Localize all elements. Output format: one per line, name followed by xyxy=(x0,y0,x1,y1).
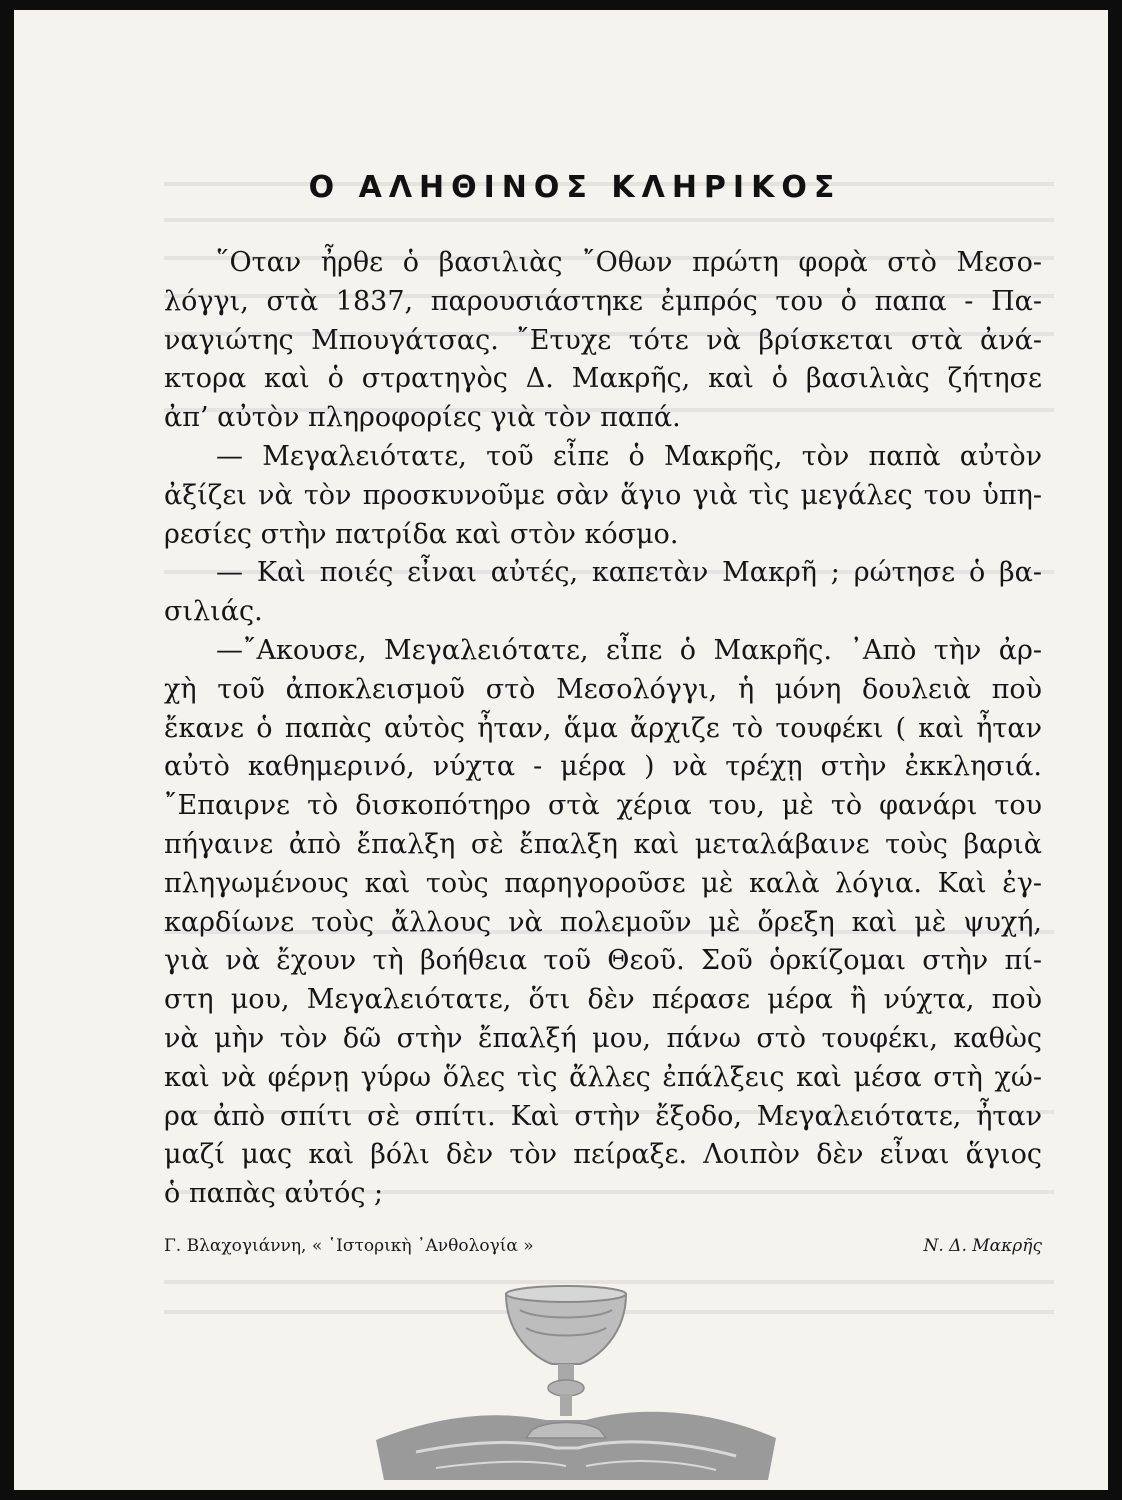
page-title: Ο ΑΛΗΘΙΝΟΣ ΚΛΗΡΙΚΟΣ xyxy=(308,170,842,205)
text-line: χὴ τοῦ ἀποκλεισμοῦ στὸ Μεσολόγγι, ἡ μόνη δουλειὰ ποὺ xyxy=(164,673,1042,705)
main-text xyxy=(164,244,1042,1214)
text-line: γιὰ νὰ ἔχουν τὴ βοήθεια τοῦ Θεοῦ. Σοῦ ὁρκίζομαι στὴν πί- xyxy=(164,945,1042,977)
author-signature: Ν. Δ. Μακρῆς xyxy=(923,1236,1042,1256)
text-line: μαζί μας καὶ βόλι δὲν τὸν πείραξε. Λοιπὸν δὲν εἶναι ἅγιος xyxy=(164,1139,1042,1171)
text-line: ρεσίες στὴν πατρίδα καὶ στὸν κόσμο. xyxy=(164,518,679,550)
text-line: ἀξίζει νὰ τὸν προσκυνοῦμε σὰν ἅγιο γιὰ τὶς μεγάλες του ὑπη- xyxy=(164,479,1042,511)
text-line: νὰ μὴν τὸν δῶ στὴν ἔπαλξή μου, πάνω στὸ τουφέκι, καθὼς xyxy=(164,1022,1042,1054)
text-line: ὁ παπὰς αὐτός ; xyxy=(164,1178,384,1210)
text-line: σιλιάς. xyxy=(164,596,263,628)
text-line: λόγγι, στὰ 1837, παρουσιάστηκε ἐμπρός του ὁ παπα - Πα- xyxy=(164,285,1042,317)
text-line: καὶ νὰ φέρνῃ γύρω ὅλες τὶς ἄλλες ἐπάλξεις καὶ μέσα στὴ χώ- xyxy=(164,1061,1042,1093)
text-line: —῎Ακουσε, Μεγαλειότατε, εἶπε ὁ Μακρῆς. ᾿Απὸ τὴν ἀρ- xyxy=(216,634,1042,666)
text-line: — Μεγαλειότατε, τοῦ εἶπε ὁ Μακρῆς, τὸν παπὰ αὐτὸν xyxy=(216,440,1042,472)
text-line: πήγαινε ἀπὸ ἔπαλξη σὲ ἔπαλξη καὶ μεταλάβαινε τοὺς βαριὰ xyxy=(164,828,1042,860)
text-line: ναγιώτης Μπουγάτσας. ῎Ετυχε τότε νὰ βρίσκεται στὰ ἀνά- xyxy=(164,324,1042,356)
text-line: πληγωμένους καὶ τοὺς παρηγοροῦσε μὲ καλὰ λόγια. Καὶ ἐγ- xyxy=(164,867,1042,899)
text-line: ῞Οταν ἦρθε ὁ βασιλιὰς ῎Οθων πρώτη φορὰ στὸ Μεσο- xyxy=(216,247,1042,278)
text-line: στη μου, Μεγαλειότατε, ὅτι δὲν πέρασε μέρα ἢ νύχτα, ποὺ xyxy=(164,984,1042,1016)
source-citation: Γ. Βλαχογιάννη, « ῾Ιστορικὴ ᾿Ανθολογία » xyxy=(164,1236,534,1256)
text-line: καρδίωνε τοὺς ἄλλους νὰ πολεμοῦν μὲ ὄρεξη καὶ μὲ ψυχή, xyxy=(164,906,1042,938)
text-line: ρα ἀπὸ σπίτι σὲ σπίτι. Καὶ στὴν ἔξοδο, Μεγαλειότατε, ἦταν xyxy=(164,1100,1042,1132)
chalice-icon xyxy=(336,1280,796,1490)
text-line: αὐτὸ καθημερινό, νύχτα - μέρα ) νὰ τρέχῃ στὴν ἐκκλησιά. xyxy=(164,751,1042,783)
text-line: κτορα καὶ ὁ στρατηγὸς Δ. Μακρῆς, καὶ ὁ βασιλιὰς ζήτησε xyxy=(164,363,1042,395)
document-page xyxy=(14,10,1108,1490)
text-line: ῎Επαιρνε τὸ δισκοπότηρο στὰ χέρια του, μὲ τὸ φανάρι του xyxy=(164,790,1042,822)
text-line: ἀπ’ αὐτὸν πληροφορίες γιὰ τὸν παπά. xyxy=(164,402,681,434)
text-line: ἔκανε ὁ παπὰς αὐτὸς ἦταν, ἅμα ἄρχιζε τὸ τουφέκι ( καὶ ἦταν xyxy=(164,712,1042,744)
text-line: — Καὶ ποιές εἶναι αὐτές, καπετὰν Μακρῆ ; ρώτησε ὁ βα- xyxy=(216,557,1042,589)
